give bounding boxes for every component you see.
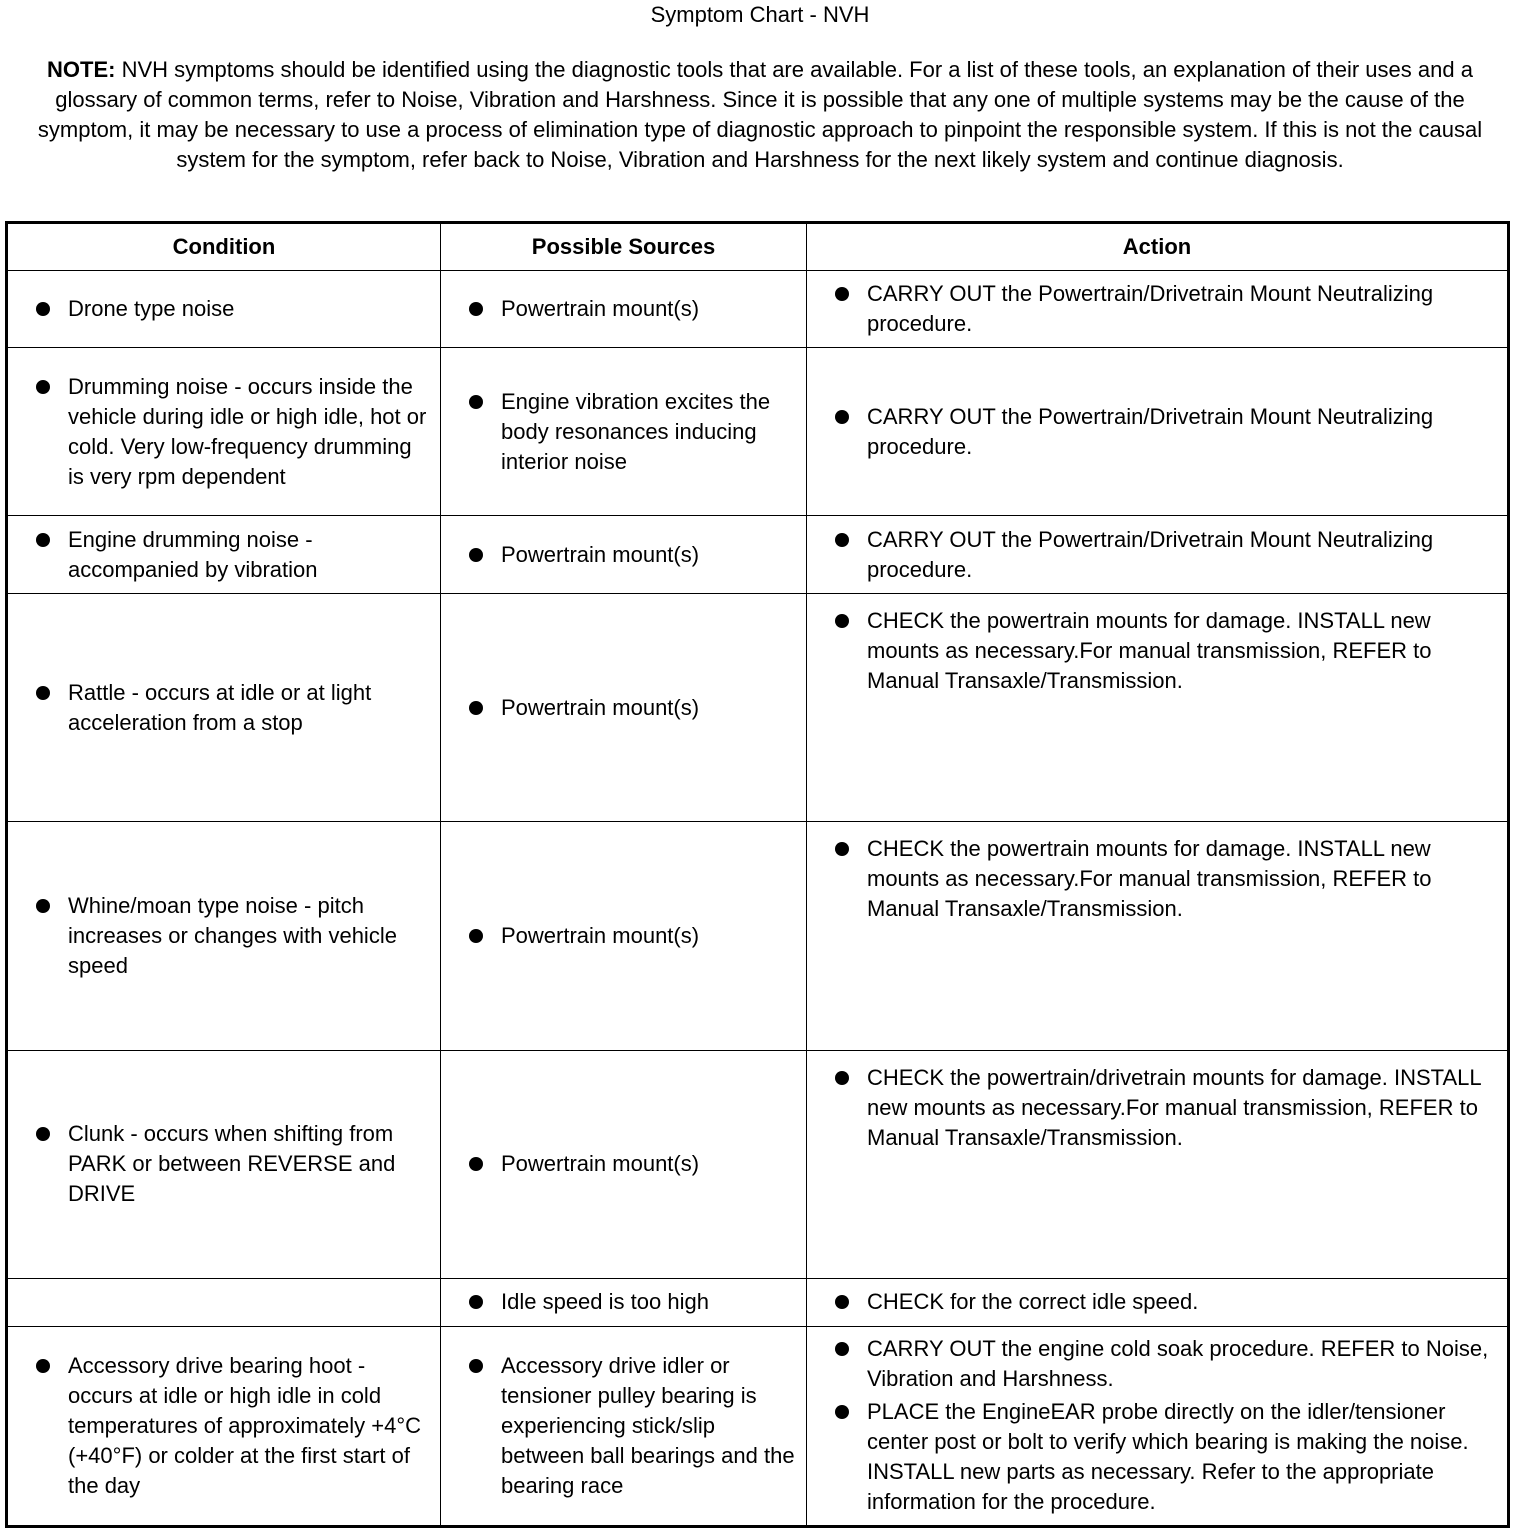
bullet-icon: [469, 302, 483, 316]
sources-cell: [441, 1050, 807, 1278]
action-cell: [807, 516, 1509, 594]
table-row: [7, 271, 1509, 348]
list-item: CHECK for the correct idle speed.: [807, 1287, 1507, 1317]
action-cell: [807, 822, 1509, 1050]
header-condition: Condition: [7, 223, 441, 271]
bullet-icon: [835, 533, 849, 547]
sources-cell: [441, 822, 807, 1050]
condition-cell: [7, 516, 441, 594]
header-possible-sources: Possible Sources: [441, 223, 807, 271]
list-item: PLACE the EngineEAR probe directly on the idler/tensioner center post or bolt to verify which bearing is making the noise. INSTALL new parts as necessary. Refer to the appropriate information for the procedure.: [807, 1397, 1507, 1517]
list-item: Powertrain mount(s): [441, 294, 806, 324]
bullet-icon: [469, 548, 483, 562]
condition-cell: [7, 1278, 441, 1326]
header-action: Action: [807, 223, 1509, 271]
list-item: Powertrain mount(s): [441, 921, 806, 951]
sources-cell: [441, 1326, 807, 1526]
action-cell: [807, 594, 1509, 822]
table-row: [7, 1278, 1509, 1326]
bullet-icon: [835, 1295, 849, 1309]
list-item: Engine drumming noise - accompanied by vibration: [8, 525, 440, 585]
table-row: [7, 594, 1509, 822]
symptom-table: [5, 221, 1510, 1528]
list-item: CARRY OUT the Powertrain/Drivetrain Mount Neutralizing procedure.: [807, 525, 1507, 585]
list-item: Engine vibration excites the body resonances inducing interior noise: [441, 387, 806, 477]
list-item: Idle speed is too high: [441, 1287, 806, 1317]
bullet-icon: [469, 929, 483, 943]
bullet-icon: [36, 302, 50, 316]
bullet-icon: [835, 287, 849, 301]
bullet-icon: [835, 1071, 849, 1085]
table-row: [7, 516, 1509, 594]
sources-cell: [441, 1278, 807, 1326]
table-header-row: [7, 223, 1509, 271]
condition-cell: [7, 1050, 441, 1278]
bullet-icon: [469, 1157, 483, 1171]
bullet-icon: [36, 380, 50, 394]
action-cell: [807, 271, 1509, 348]
list-item: Whine/moan type noise - pitch increases or changes with vehicle speed: [8, 891, 440, 981]
bullet-icon: [469, 1359, 483, 1373]
bullet-icon: [835, 1405, 849, 1419]
action-cell: [807, 1278, 1509, 1326]
action-cell: [807, 348, 1509, 516]
bullet-icon: [36, 1359, 50, 1373]
condition-cell: [7, 822, 441, 1050]
list-item: CHECK the powertrain mounts for damage. INSTALL new mounts as necessary.For manual transmission, REFER to Manual Transaxle/Transmission.: [807, 606, 1507, 696]
list-item: Powertrain mount(s): [441, 540, 806, 570]
note-label: NOTE:: [47, 57, 116, 82]
table-row: [7, 348, 1509, 516]
bullet-icon: [36, 686, 50, 700]
list-item: Drone type noise: [8, 294, 440, 324]
list-item: Powertrain mount(s): [441, 693, 806, 723]
list-item: Accessory drive idler or tensioner pulley bearing is experiencing stick/slip between ball bearings and the bearing race: [441, 1351, 806, 1501]
condition-cell: [7, 271, 441, 348]
list-item: CARRY OUT the Powertrain/Drivetrain Mount Neutralizing procedure.: [807, 402, 1507, 462]
bullet-icon: [835, 842, 849, 856]
bullet-icon: [36, 1127, 50, 1141]
page-title: Symptom Chart - NVH: [650, 2, 870, 27]
sources-cell: [441, 516, 807, 594]
action-cell: [807, 1326, 1509, 1526]
list-item: Clunk - occurs when shifting from PARK or between REVERSE and DRIVE: [8, 1119, 440, 1209]
note-paragraph: [8, 55, 1512, 175]
table-row: [7, 1050, 1509, 1278]
list-item: Drumming noise - occurs inside the vehicle during idle or high idle, hot or cold. Very low-frequency drumming is very rpm dependent: [8, 372, 440, 492]
list-item: CHECK the powertrain mounts for damage. INSTALL new mounts as necessary.For manual transmission, REFER to Manual Transaxle/Transmission.: [807, 834, 1507, 924]
list-item: CARRY OUT the Powertrain/Drivetrain Mount Neutralizing procedure.: [807, 279, 1507, 339]
bullet-icon: [469, 1295, 483, 1309]
note-text: NVH symptoms should be identified using the diagnostic tools that are available. For a list of these tools, an explanation of their uses and a glossary of common terms, refer to Noise, Vibration and Harshness. Since it is possible that any one of multiple systems may be the cause of the symptom, it may be necessary to use a process of elimination type of diagnostic approach to pinpoint the responsible system. If this is not the causal system for the symptom, refer back to Noise, Vibration and Harshness for the next likely system and continue diagnosis.: [37, 57, 1483, 172]
list-item: Rattle - occurs at idle or at light acceleration from a stop: [8, 678, 440, 738]
bullet-icon: [36, 899, 50, 913]
list-item: Powertrain mount(s): [441, 1149, 806, 1179]
list-item: CHECK the powertrain/drivetrain mounts for damage. INSTALL new mounts as necessary.For manual transmission, REFER to Manual Transaxle/Transmission.: [807, 1063, 1507, 1153]
bullet-icon: [469, 701, 483, 715]
condition-cell: [7, 594, 441, 822]
list-item: CARRY OUT the engine cold soak procedure. REFER to Noise, Vibration and Harshness.: [807, 1334, 1507, 1394]
table-row: [7, 822, 1509, 1050]
sources-cell: [441, 594, 807, 822]
bullet-icon: [835, 1342, 849, 1356]
condition-cell: [7, 348, 441, 516]
list-item: Accessory drive bearing hoot - occurs at idle or high idle in cold temperatures of approximately +4°C (+40°F) or colder at the first start of the day: [8, 1351, 440, 1501]
sources-cell: [441, 271, 807, 348]
bullet-icon: [835, 614, 849, 628]
condition-cell: [7, 1326, 441, 1526]
table-row: [7, 1326, 1509, 1526]
bullet-icon: [835, 410, 849, 424]
bullet-icon: [36, 533, 50, 547]
sources-cell: [441, 348, 807, 516]
action-cell: [807, 1050, 1509, 1278]
bullet-icon: [469, 395, 483, 409]
